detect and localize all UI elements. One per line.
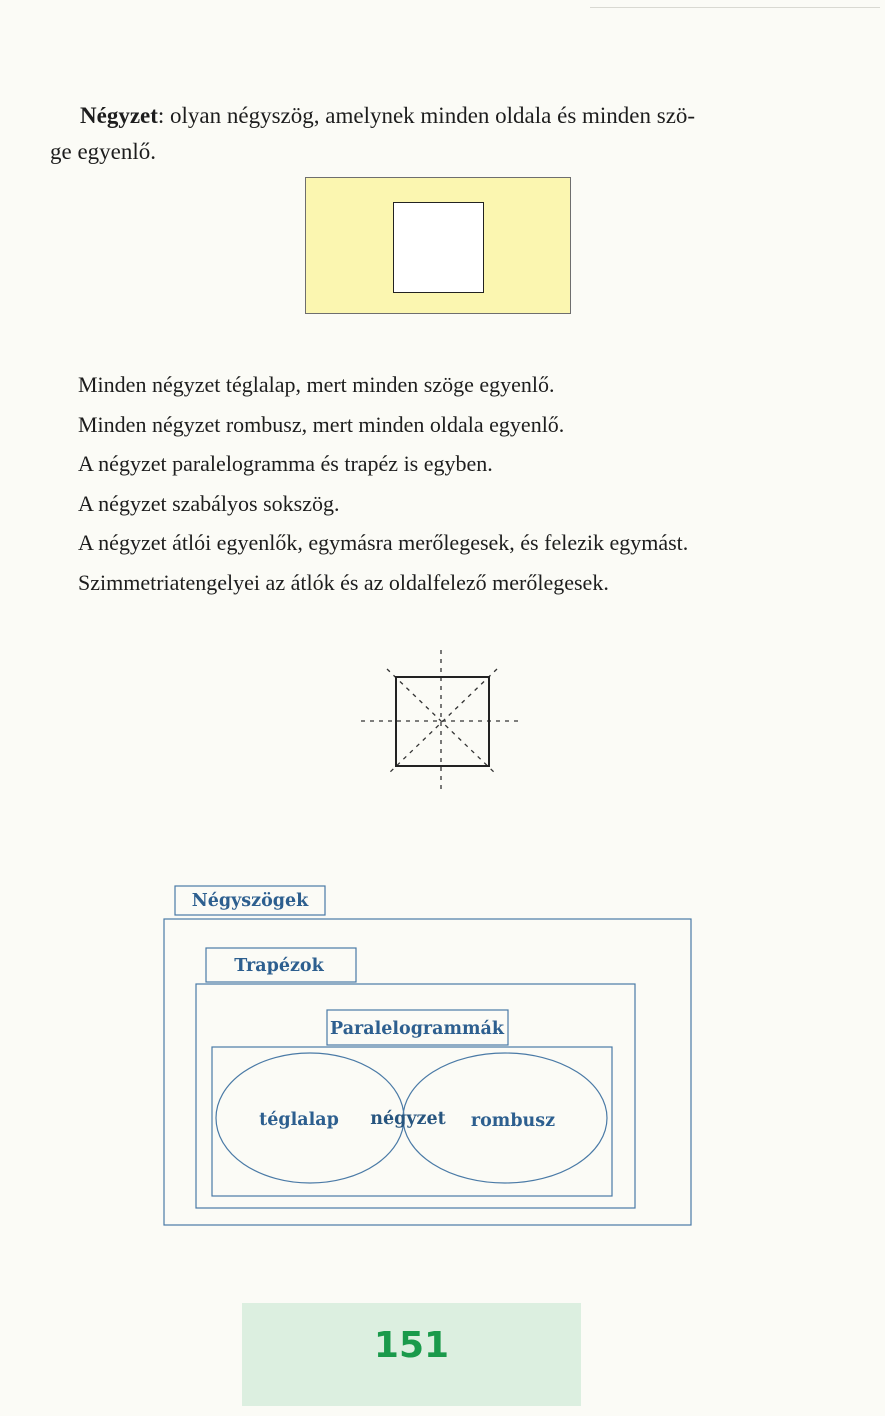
- property-2: Minden négyzet rombusz, mert minden oldala egyenlő.: [78, 411, 565, 437]
- property-4: A négyzet szabályos sokszög.: [78, 490, 340, 516]
- symmetry-axes-figure: [355, 648, 525, 798]
- square-shape: [393, 202, 484, 293]
- square-definition: [50, 98, 820, 170]
- page-number-band: [242, 1303, 581, 1406]
- definition-line-1: [50, 98, 820, 134]
- definition-text-1: : olyan négyszög, amelynek minden oldala és minden szö-: [157, 103, 696, 128]
- property-5: A négyzet átlói egyenlők, egymásra merőlegesek, és felezik egymást.: [78, 530, 689, 555]
- parallelograms-label: Paralelogrammák: [330, 1019, 504, 1039]
- trapezoids-label: Trapézok: [234, 956, 324, 976]
- quadrilateral-hierarchy-diagram: [160, 882, 700, 1232]
- rectangle-label: téglalap: [259, 1110, 339, 1130]
- square-properties-list: [78, 365, 858, 602]
- rhombus-label: rombusz: [470, 1111, 556, 1131]
- square-label: négyzet: [370, 1109, 446, 1129]
- top-rule: [590, 7, 880, 8]
- quadrilaterals-label: Négyszögek: [191, 891, 309, 911]
- property-3: A négyzet paralelogramma és trapéz is egyben.: [78, 451, 493, 476]
- page-number: 151: [373, 1325, 450, 1366]
- definition-line-2: ge egyenlő.: [50, 139, 157, 164]
- square-illustration: [305, 177, 571, 314]
- definition-term: Négyzet: [80, 103, 158, 128]
- property-1: Minden négyzet téglalap, mert minden szöge egyenlő.: [78, 372, 555, 397]
- property-6: Szimmetriatengelyei az átlók és az oldalfelező merőlegesek.: [78, 569, 609, 595]
